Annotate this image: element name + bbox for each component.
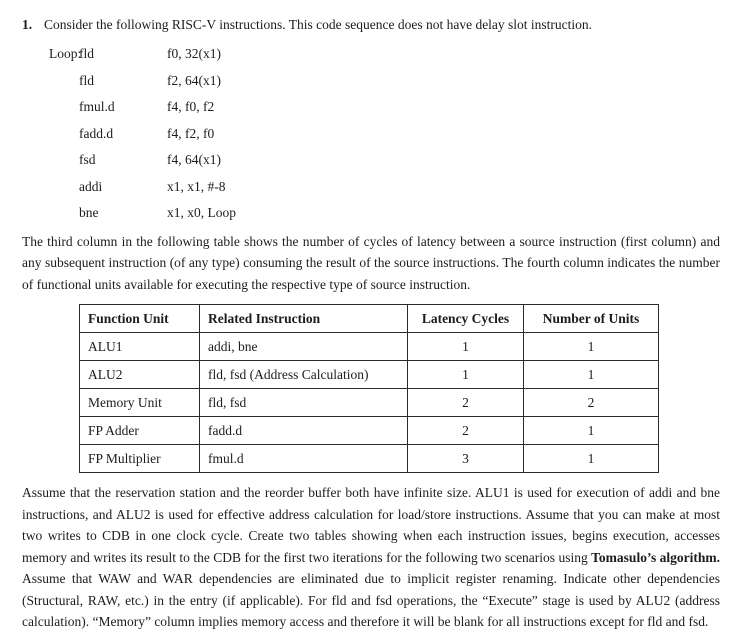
closing-text-bold: Tomasulo’s algorithm. bbox=[591, 549, 720, 565]
cell-function-unit: ALU1 bbox=[80, 333, 200, 361]
code-mnemonic: fsd bbox=[79, 152, 96, 168]
cell-number-of-units: 1 bbox=[524, 333, 659, 361]
cell-function-unit: FP Multiplier bbox=[80, 445, 200, 473]
cell-latency-cycles: 1 bbox=[408, 333, 524, 361]
cell-number-of-units: 2 bbox=[524, 389, 659, 417]
header-related-instruction: Related Instruction bbox=[200, 305, 408, 333]
table-row bbox=[80, 417, 659, 445]
header-latency-cycles: Latency Cycles bbox=[408, 305, 524, 333]
cell-related-instruction: fmul.d bbox=[200, 445, 408, 473]
code-operands: f4, f2, f0 bbox=[167, 125, 215, 141]
code-operands: x1, x0, Loop bbox=[167, 205, 236, 221]
code-mnemonic: fld bbox=[79, 72, 94, 88]
code-mnemonic: fadd.d bbox=[79, 125, 114, 141]
cell-related-instruction: addi, bne bbox=[200, 333, 408, 361]
cell-function-unit: Memory Unit bbox=[80, 389, 200, 417]
code-mnemonic: bne bbox=[79, 205, 99, 221]
code-line bbox=[49, 174, 720, 201]
latency-table-container bbox=[79, 304, 720, 473]
cell-function-unit: FP Adder bbox=[80, 417, 200, 445]
cell-number-of-units: 1 bbox=[524, 445, 659, 473]
cell-related-instruction: fld, fsd bbox=[200, 389, 408, 417]
table-row bbox=[80, 445, 659, 473]
table-header-row bbox=[80, 305, 659, 333]
table-row bbox=[80, 333, 659, 361]
question-number: 1. bbox=[22, 17, 33, 32]
table-row bbox=[80, 389, 659, 417]
header-function-unit: Function Unit bbox=[80, 305, 200, 333]
table-row bbox=[80, 361, 659, 389]
cell-latency-cycles: 3 bbox=[408, 445, 524, 473]
latency-table bbox=[79, 304, 659, 473]
cell-latency-cycles: 2 bbox=[408, 389, 524, 417]
code-operands: f0, 32(x1) bbox=[167, 46, 221, 62]
code-label: Loop: bbox=[49, 46, 82, 62]
cell-function-unit: ALU2 bbox=[80, 361, 200, 389]
cell-related-instruction: fadd.d bbox=[200, 417, 408, 445]
code-operands: x1, x1, #-8 bbox=[167, 178, 226, 194]
closing-text-part2: Assume that WAW and WAR dependencies are eliminated due to implicit register renaming. Indicate other dependencies (Structural, RAW, etc.) in the entry (if applicable). For fld and fsd operations, the “Execute” stage is used by ALU2 (address calculation). “Memory” column implies memory access and therefore it will be blank for all instructions except for fld and fsd. bbox=[22, 571, 720, 629]
code-line bbox=[49, 147, 720, 174]
cell-related-instruction: fld, fsd (Address Calculation) bbox=[200, 361, 408, 389]
closing-paragraph bbox=[22, 482, 720, 633]
code-line bbox=[49, 94, 720, 121]
code-operands: f4, 64(x1) bbox=[167, 152, 221, 168]
code-line bbox=[49, 121, 720, 148]
code-line bbox=[49, 200, 720, 227]
header-number-of-units: Number of Units bbox=[524, 305, 659, 333]
code-operands: f2, 64(x1) bbox=[167, 72, 221, 88]
cell-number-of-units: 1 bbox=[524, 417, 659, 445]
code-operands: f4, f0, f2 bbox=[167, 99, 215, 115]
code-line bbox=[49, 68, 720, 95]
cell-latency-cycles: 2 bbox=[408, 417, 524, 445]
question-intro-text: Consider the following RISC-V instructions. This code sequence does not have delay slot instruction. bbox=[44, 17, 593, 32]
code-mnemonic: addi bbox=[79, 178, 103, 194]
cell-latency-cycles: 1 bbox=[408, 361, 524, 389]
code-mnemonic: fmul.d bbox=[79, 99, 115, 115]
riscv-code-block bbox=[49, 41, 720, 227]
question-intro bbox=[22, 14, 720, 35]
table-intro-paragraph: The third column in the following table shows the number of cycles of latency between a source instruction (first column) and any subsequent instruction (of any type) consuming the result of the source instructions. The fourth column indicates the number of functional units available for executing the respective type of source instruction. bbox=[22, 233, 720, 292]
closing-text-part1: Assume that the reservation station and the reorder buffer both have infinite size. ALU1 is used for execution of addi and bne instructions, and ALU2 is used for effective address calculation for load/store instructions. Assume that you can make at most two writes to CDB in one clock cycle. Create two tables showing when each instruction issues, begins execution, accesses memory and writes its result to the CDB for the first two iterations for the following two scenarios using bbox=[22, 485, 720, 565]
code-mnemonic: fld bbox=[79, 46, 94, 62]
cell-number-of-units: 1 bbox=[524, 361, 659, 389]
code-line bbox=[49, 41, 720, 68]
